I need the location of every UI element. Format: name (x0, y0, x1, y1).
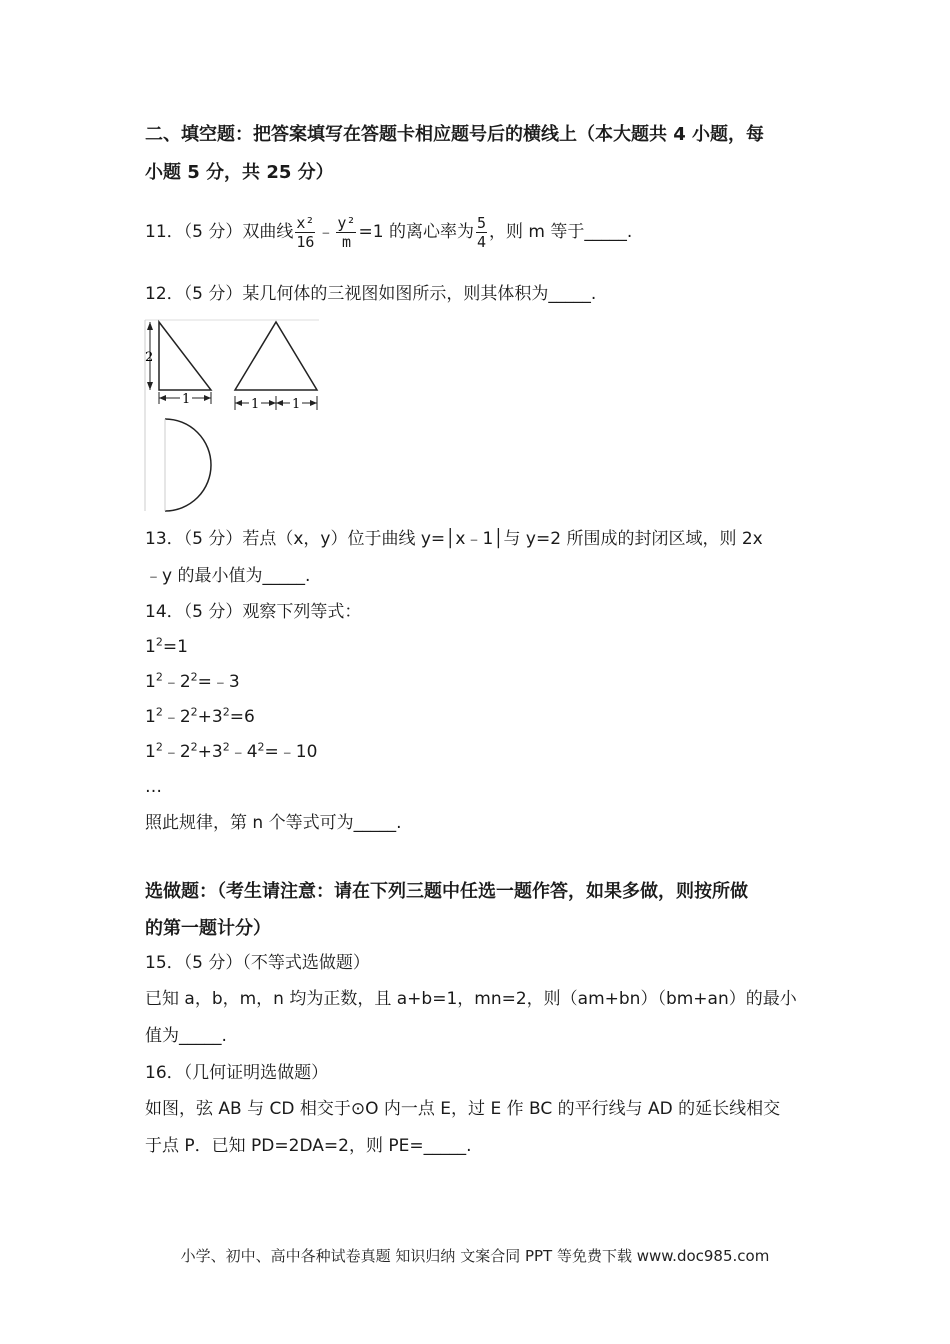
question-12: 12．（5 分）某几何体的三视图如图所示，则其体积为_____. (145, 284, 597, 304)
question-13-line1: 13．（5 分）若点（x，y）位于曲线 y=│x﹣1│与 y=2 所围成的封闭区域，则 2x (145, 529, 763, 549)
front-view-triangle (159, 322, 211, 390)
ellipsis: … (145, 777, 162, 797)
equation-3: $1^2﹣2^2+3^2=6$ (145, 705, 255, 727)
three-view-figure (143, 318, 323, 513)
dim-label-1b: 1 (251, 397, 260, 412)
elective-heading-line2: 的第一题计分） (145, 918, 271, 939)
top-view-semicircle (165, 419, 211, 511)
question-14-intro: 14．（5 分）观察下列等式： (145, 602, 362, 622)
q11-prefix: 11．（5 分）双曲线 (145, 222, 294, 242)
fraction-x2-over-16: $\frac{\text{x²}}{16}$ (296, 213, 315, 251)
side-view-triangle (235, 322, 317, 390)
arrow-down-icon (147, 382, 153, 390)
arrow-right-icon (204, 395, 211, 401)
section-heading-line2: 小题 5 分，共 25 分） (145, 162, 334, 183)
arrow-left-icon (159, 395, 166, 401)
question-15-line1: 已知 a，b，m，n 均为正数，且 a+b=1，mn=2，则（am+bn）（bm+an）的最小 (145, 989, 797, 1009)
question-16-line1: 如图，弦 AB 与 CD 相交于⊙O 内一点 E，过 E 作 BC 的平行线与 AD 的延长线相交 (145, 1099, 781, 1119)
question-15-title: 15．（5 分）（不等式选做题） (145, 953, 370, 973)
question-14-conclusion: 照此规律，第 n 个等式可为_____. (145, 813, 402, 833)
question-11: 11．（5 分）双曲线 $\frac{\text{x²}}{16}$ ﹣ $\frac{\text{y²}}{m}$ =1 的离心率为 $\frac{5}{4}$ ，则 m 等于_____. (145, 213, 633, 251)
equation-4: $1^2﹣2^2+3^2﹣4^2=﹣10$ (145, 740, 318, 762)
equation-2: $1^2﹣2^2=﹣3$ (145, 670, 240, 692)
dim-label-2: 2 (145, 350, 154, 365)
dim-label-1c: 1 (292, 397, 301, 412)
question-13-line2: ﹣y 的最小值为_____. (145, 566, 311, 586)
section-heading-line1: 二、填空题：把答案填写在答题卡相应题号后的横线上（本大题共 4 小题，每 (145, 124, 765, 145)
question-15-line2: 值为_____. (145, 1026, 227, 1046)
page-footer: 小学、初中、高中各种试卷真题 知识归纳 文案合同 PPT 等免费下载 www.doc985.com (180, 1247, 770, 1265)
dim-label-1a: 1 (182, 392, 191, 407)
equation-1: $1^2=1$ (145, 635, 188, 657)
question-16-line2: 于点 P．已知 PD=2DA=2，则 PE=_____. (145, 1136, 472, 1156)
fraction-y2-over-m: $\frac{\text{y²}}{m}$ (337, 213, 356, 251)
question-16-title: 16．（几何证明选做题） (145, 1063, 329, 1083)
arrow-up-icon (147, 322, 153, 330)
elective-heading-line1: 选做题：（考生请注意：请在下列三题中任选一题作答，如果多做，则按所做 (145, 881, 748, 902)
fraction-5-over-4: $\frac{5}{4}$ (476, 213, 486, 251)
